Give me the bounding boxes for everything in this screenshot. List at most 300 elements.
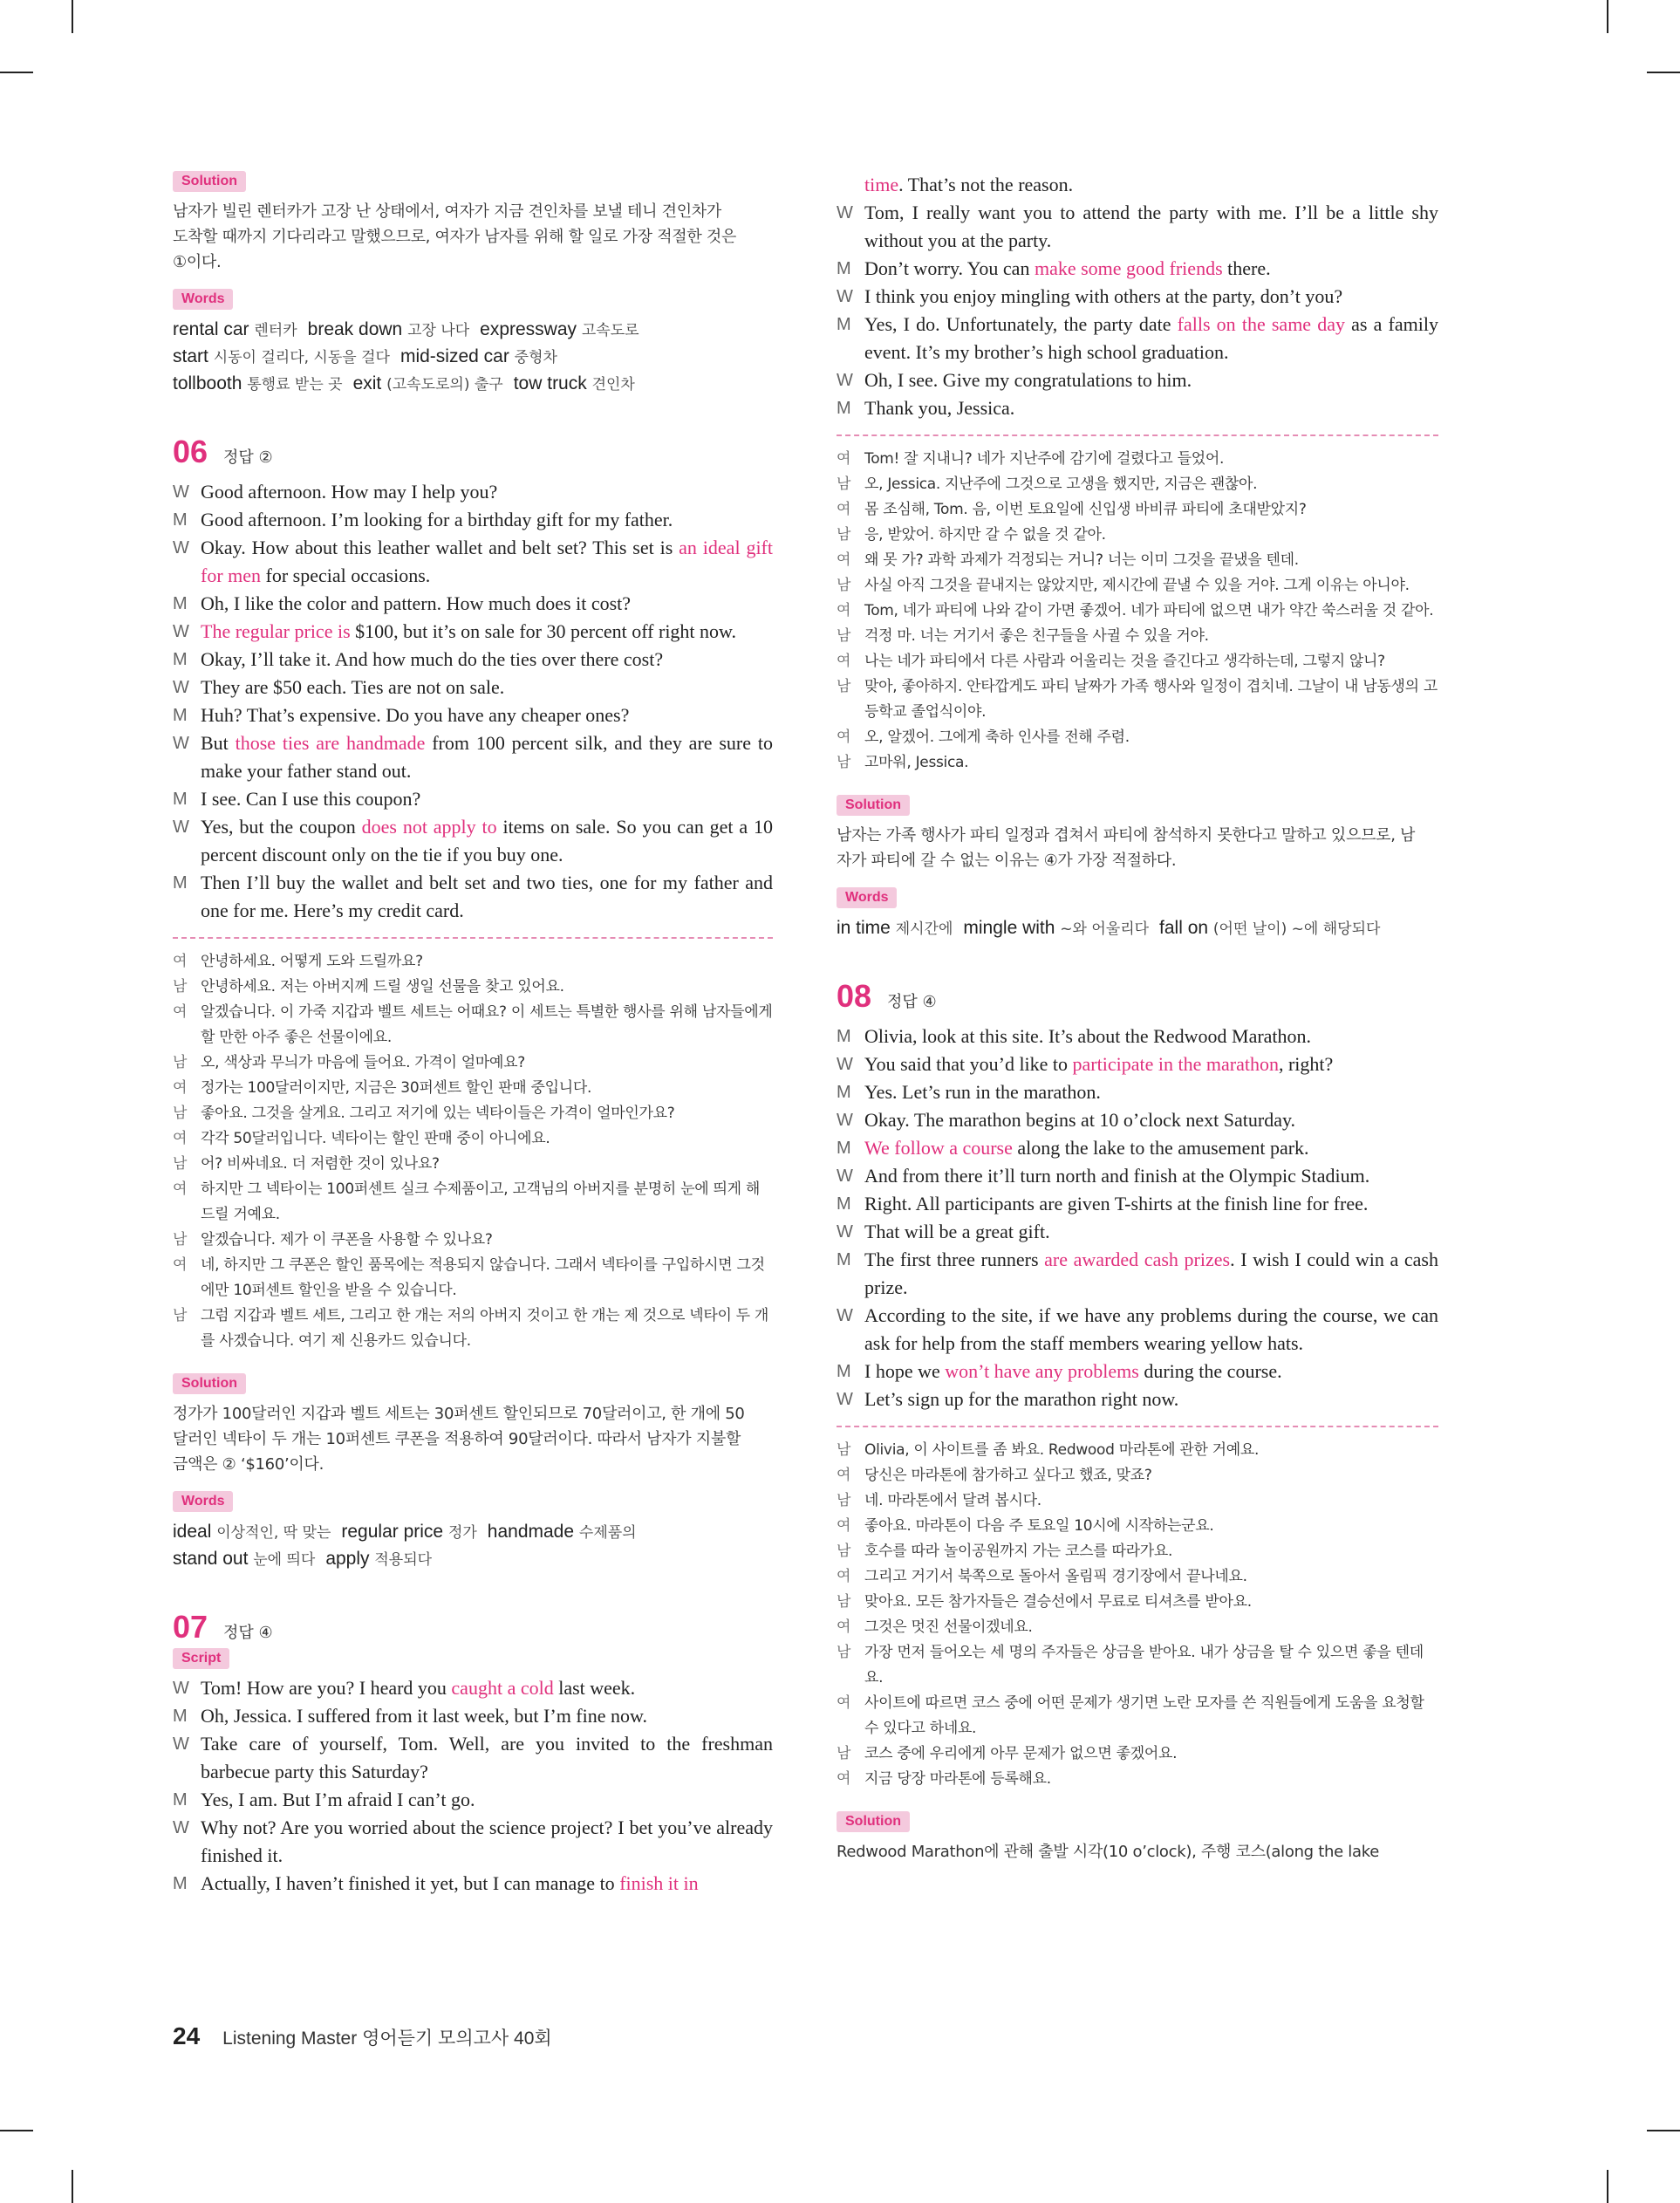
dialogue-text: [864, 394, 1438, 422]
text-segment: . That’s not the reason.: [898, 174, 1074, 195]
dialogue-text: [201, 478, 773, 506]
translation-line: [837, 750, 1438, 776]
speaker-label: M: [837, 315, 851, 334]
text-segment: Actually, I haven’t finished it yet, but I can manage to: [201, 1872, 620, 1894]
text-segment: Okay. The marathon begins at 10 o’clock next Saturday.: [864, 1109, 1296, 1131]
translation-line: [173, 975, 773, 1000]
solution-line: Redwood Marathon에 관해 출발 시각(10 o’clock), 주행 코스(along the lake: [837, 1843, 1379, 1861]
dialogue-line: [173, 813, 773, 869]
dialogue-line: [173, 1674, 773, 1702]
dialogue-line: [173, 701, 773, 729]
translation-text: 몸 조심해, Tom. 음, 이번 토요일에 신입생 바비큐 파티에 초대받았지?: [864, 501, 1307, 518]
words-line: [837, 915, 1438, 942]
word-meaning: 눈에 띄다: [253, 1551, 316, 1569]
translation-text: Tom! 잘 지내니? 네가 지난주에 감기에 걸렸다고 들었어.: [864, 450, 1225, 468]
crop-mark: [72, 2170, 73, 2203]
text-segment: during the course.: [1138, 1360, 1282, 1382]
speaker-label: M: [837, 1139, 851, 1158]
text-segment: Okay. How about this leather wallet and belt set? This set is: [201, 537, 680, 558]
text-segment: Yes. Let’s run in the marathon.: [864, 1081, 1101, 1103]
translation-text: Tom, 네가 파티에 나와 같이 가면 좋겠어. 네가 파티에 없으면 내가 약간 쑥스러울 것 같아.: [864, 602, 1434, 619]
solution-line: 도착할 때까지 기다리라고 말했으므로, 여자가 남자를 위해 할 일로 가장 적절한 것은: [173, 228, 737, 246]
speaker-label: 여: [837, 1467, 851, 1484]
speaker-label: 남: [837, 1745, 851, 1762]
crop-mark: [0, 2130, 33, 2131]
speaker-label: 여: [837, 653, 851, 670]
question-08: [837, 979, 1438, 1864]
dialogue-text: [201, 1786, 773, 1814]
highlighted-phrase: caught a cold: [451, 1677, 554, 1699]
dialogue-text: [864, 1246, 1438, 1302]
text-segment: for special occasions.: [261, 564, 431, 586]
text-segment: $100, but it’s on sale for 30 percent off right now.: [350, 620, 737, 642]
translation-line: [837, 1691, 1438, 1741]
dialogue-line: [837, 1050, 1438, 1078]
word-meaning: 통행료 받는 곳: [247, 376, 343, 393]
translation-line: [173, 1228, 773, 1253]
speaker-label: 여: [837, 1517, 851, 1535]
text-segment: And from there it’ll turn north and finish at the Olympic Stadium.: [864, 1165, 1370, 1187]
dialogue-line: [837, 1162, 1438, 1190]
dialogue: [837, 171, 1438, 422]
translation-text: 네, 하지만 그 쿠폰은 할인 품목에는 적용되지 않습니다. 그래서 넥타이를 구입하시면 그것에만 10퍼센트 할인을 받을 수 있습니다.: [201, 1256, 765, 1299]
highlighted-phrase: falls on the same day: [1177, 313, 1345, 335]
solution-tag: Solution: [173, 171, 246, 192]
crop-mark: [0, 72, 33, 73]
speaker-label: 여: [837, 1618, 851, 1636]
word-term: rental car: [173, 319, 255, 339]
translation-line: [837, 1514, 1438, 1539]
word-term: expressway: [480, 319, 582, 339]
word-meaning: 고장 나다: [407, 322, 470, 339]
text-segment: Tom! How are you? I heard you: [201, 1677, 452, 1699]
dialogue-text: [864, 1050, 1438, 1078]
dialogue-text: [201, 869, 773, 925]
left-column: [173, 171, 773, 1898]
dialogue-text: [864, 366, 1438, 394]
highlighted-phrase: those ties are handmade: [235, 732, 426, 754]
speaker-label: M: [837, 1250, 851, 1269]
translation-text: 오, Jessica. 지난주에 그것으로 고생을 했지만, 지금은 괜찮아.: [864, 475, 1258, 493]
translation-text: 정가는 100달러이지만, 지금은 30퍼센트 할인 판매 중입니다.: [201, 1079, 592, 1097]
translation-text: 가장 먼저 들어오는 세 명의 주자들은 상금을 받아요. 내가 상금을 탈 수 있으면 좋을 텐데요.: [864, 1644, 1424, 1686]
speaker-label: 여: [173, 1079, 188, 1097]
dialogue-text: [201, 1674, 773, 1702]
translation-line: [173, 1303, 773, 1354]
word-term: tollbooth: [173, 373, 248, 393]
text-segment: from 100 percent silk, and they are sure to make your father stand out.: [201, 732, 773, 782]
translation-line: [837, 472, 1438, 497]
speaker-label: W: [173, 818, 189, 837]
question-header: [173, 434, 773, 469]
dialogue-line: [837, 1302, 1438, 1358]
speaker-label: W: [837, 371, 853, 390]
word-meaning: (어떤 날이) ~에 해당되다: [1212, 920, 1381, 938]
speaker-label: 남: [173, 1307, 188, 1324]
translation-line: [837, 447, 1438, 472]
translation-line: [837, 523, 1438, 548]
translation: [173, 949, 773, 1354]
translation-text: 지금 당장 마라톤에 등록해요.: [864, 1770, 1051, 1788]
word-meaning: (고속도로의) 출구: [386, 376, 503, 393]
dialogue-text: [864, 1162, 1438, 1190]
word-term: ideal: [173, 1522, 217, 1542]
words-line: [173, 371, 773, 398]
text-segment: They are $50 each. Ties are not on sale.: [201, 676, 505, 698]
words-line: [173, 317, 773, 344]
dialogue-text: [201, 701, 773, 729]
speaker-label: W: [837, 203, 853, 222]
speaker-label: 여: [837, 729, 851, 746]
answer-label: 정답 ②: [223, 448, 273, 467]
highlighted-phrase: finish it in: [619, 1872, 699, 1894]
question-07: [173, 1610, 773, 1898]
text-segment: along the lake to the amusement park.: [1012, 1137, 1309, 1159]
dialogue-text: [864, 1023, 1438, 1050]
solution-tag: Solution: [837, 1811, 910, 1832]
speaker-label: W: [173, 1734, 189, 1754]
words-line: [173, 344, 773, 371]
dialogue-text: [201, 785, 773, 813]
dialogue-text: [201, 1870, 773, 1898]
crop-mark: [1607, 2170, 1608, 2203]
word-term: handmade: [487, 1522, 579, 1542]
translation-line: [837, 1640, 1438, 1691]
word-term: mid-sized car: [400, 346, 515, 366]
text-segment: Why not? Are you worried about the science project? I bet you’ve already finished it.: [201, 1816, 773, 1866]
solution-line: 남자는 가족 행사가 파티 일정과 겹쳐서 파티에 참석하지 못한다고 말하고 있으므로, 남: [837, 826, 1416, 845]
word-meaning: 고속도로: [581, 322, 639, 339]
dialogue-text: [201, 813, 773, 869]
solution-line: ①이다.: [173, 253, 222, 271]
translation-line: [173, 1050, 773, 1076]
speaker-label: 여: [837, 1568, 851, 1585]
dialogue-text: [864, 1218, 1438, 1246]
speaker-label: W: [837, 1390, 853, 1409]
speaker-label: W: [173, 482, 189, 502]
text-segment: Oh, I see. Give my congratulations to him.: [864, 369, 1192, 391]
crop-mark: [1647, 72, 1680, 73]
dialogue-line: [837, 1078, 1438, 1106]
highlighted-phrase: participate in the marathon: [1072, 1053, 1279, 1075]
translation-text: 그것은 멋진 선물이겠네요.: [864, 1618, 1033, 1636]
text-segment: Yes, but the coupon: [201, 816, 362, 838]
word-meaning: 렌터카: [254, 322, 297, 339]
translation-text: 알겠습니다. 제가 이 쿠폰을 사용할 수 있나요?: [201, 1231, 493, 1249]
speaker-label: M: [173, 1790, 188, 1810]
right-column: [837, 171, 1438, 1864]
dialogue-line: [837, 199, 1438, 255]
dialogue-line: [173, 1814, 773, 1870]
dialogue-line: [173, 1870, 773, 1898]
dialogue-text: [201, 590, 773, 618]
text-segment: Let’s sign up for the marathon right now.: [864, 1388, 1179, 1410]
translation-text: 왜 못 가? 과학 과제가 걱정되는 거니? 너는 이미 그것을 끝냈을 텐데.: [864, 551, 1299, 569]
translation: [837, 447, 1438, 776]
script-tag: Script: [173, 1648, 229, 1669]
dialogue-text: [864, 1190, 1438, 1218]
word-term: exit: [352, 373, 387, 393]
speaker-label: M: [837, 399, 851, 418]
dialogue-text: [864, 283, 1438, 311]
speaker-label: 여: [837, 450, 851, 468]
text-segment: Tom, I really want you to attend the party with me. I’ll be a little shy without you at the party.: [864, 202, 1438, 251]
speaker-label: 남: [837, 1644, 851, 1661]
highlighted-phrase: are awarded cash prizes: [1044, 1249, 1231, 1270]
dialogue-text: [201, 534, 773, 590]
speaker-label: 남: [837, 627, 851, 645]
highlighted-phrase: an ideal gift for men: [201, 537, 773, 586]
speaker-label: M: [837, 1362, 851, 1381]
text-segment: as a family event. It’s my brother’s high school graduation.: [864, 313, 1438, 363]
word-meaning: 제시간에: [895, 920, 953, 938]
answer-label: 정답 ④: [887, 993, 937, 1011]
word-term: regular price: [341, 1522, 448, 1542]
translation-text: 그럼 지갑과 벨트 세트, 그리고 한 개는 저의 아버지 것이고 한 개는 제 것으로 넥타이 두 개를 사겠습니다. 여기 제 신용카드 있습니다.: [201, 1307, 769, 1350]
translation-line: [837, 1463, 1438, 1488]
text-segment: Yes, I do. Unfortunately, the party date: [864, 313, 1178, 335]
speaker-label: W: [173, 538, 189, 558]
question-header: [837, 979, 1438, 1014]
translation-text: 오, 색상과 무늬가 마음에 들어요. 가격이 얼마예요?: [201, 1054, 525, 1071]
word-meaning: 적용되다: [374, 1551, 433, 1569]
translation-text: 당신은 마라톤에 참가하고 싶다고 했죠, 맞죠?: [864, 1467, 1152, 1484]
translation-text: 맞아, 좋아하지. 안타깝게도 파티 날짜가 가족 행사와 일정이 겹치네. 그날이 내 남동생의 고등학교 졸업식이야.: [864, 678, 1438, 721]
solution-line: 남자가 빌린 렌터카가 고장 난 상태에서, 여자가 지금 견인차를 보낼 테니 견인차가: [173, 202, 721, 221]
translation-text: 안녕하세요. 저는 아버지께 드릴 생일 선물을 찾고 있어요.: [201, 978, 564, 995]
speaker-label: 남: [837, 577, 851, 594]
word-term: stand out: [173, 1549, 254, 1569]
dialogue-line: [173, 506, 773, 534]
solution-text: [837, 1839, 1438, 1864]
dialogue-line: [173, 1730, 773, 1786]
dialogue: [837, 1023, 1438, 1413]
dialogue-line: [837, 1358, 1438, 1385]
crop-mark: [1647, 2130, 1680, 2131]
translation-line: [837, 1590, 1438, 1615]
word-meaning: 이상적인, 딱 맞는: [216, 1524, 331, 1542]
solution-text: [173, 1401, 773, 1477]
speaker-label: 남: [837, 1492, 851, 1509]
dialogue-line: [173, 646, 773, 674]
dialogue-line: [837, 171, 1438, 199]
translation-line: [837, 548, 1438, 573]
dialogue-line: [837, 394, 1438, 422]
dialogue-line: [837, 1190, 1438, 1218]
speaker-label: 여: [837, 1694, 851, 1712]
speaker-label: 남: [837, 526, 851, 544]
speaker-label: 여: [837, 602, 851, 619]
translation-text: 어? 비싸네요. 더 저렴한 것이 있나요?: [201, 1155, 440, 1173]
translation-line: [173, 1101, 773, 1126]
speaker-label: M: [173, 873, 188, 893]
speaker-label: 남: [173, 1231, 188, 1249]
page-footer: [173, 2022, 552, 2050]
highlighted-phrase: The regular price is: [201, 620, 351, 642]
speaker-label: 남: [837, 1441, 851, 1459]
speaker-label: 여: [173, 1180, 188, 1198]
dialogue-line: [173, 534, 773, 590]
dialogue-line: [173, 729, 773, 785]
crop-mark: [72, 0, 73, 33]
dialogue-text: [864, 1385, 1438, 1413]
speaker-label: M: [173, 510, 188, 530]
text-segment: Oh, Jessica. I suffered from it last week, but I’m fine now.: [201, 1705, 647, 1727]
text-segment: Good afternoon. How may I help you?: [201, 481, 498, 503]
answer-label: 정답 ④: [223, 1624, 273, 1642]
speaker-label: W: [837, 1055, 853, 1074]
translation-text: 코스 중에 우리에게 아무 문제가 없으면 좋겠어요.: [864, 1745, 1178, 1762]
speaker-label: M: [173, 594, 188, 613]
translation-line: [837, 1539, 1438, 1564]
word-term: fall on: [1159, 918, 1213, 938]
divider: [173, 937, 773, 939]
solution-line: 정가가 100달러인 지갑과 벨트 세트는 30퍼센트 할인되므로 70달러이고, 한 개에 50: [173, 1405, 745, 1423]
question-number: 07: [173, 1609, 208, 1645]
dialogue-text: [201, 674, 773, 701]
translation-line: [837, 599, 1438, 624]
solution-line: 자가 파티에 갈 수 없는 이유는 ④가 가장 적절하다.: [837, 852, 1177, 870]
dialogue-text: [864, 1078, 1438, 1106]
translation-line: [837, 1488, 1438, 1514]
translation-line: [837, 649, 1438, 674]
highlighted-phrase: We follow a course: [864, 1137, 1013, 1159]
question-07-continued: [837, 171, 1438, 942]
solution-text: [173, 199, 773, 275]
speaker-label: 여: [173, 1130, 188, 1147]
text-segment: According to the site, if we have any problems during the course, we can ask for help from the staff members wearing yellow hats.: [864, 1304, 1438, 1354]
dialogue-text: [864, 1106, 1438, 1134]
speaker-label: W: [173, 622, 189, 641]
dialogue-line: [173, 590, 773, 618]
text-segment: The first three runners: [864, 1249, 1045, 1270]
dialogue-line: [837, 1218, 1438, 1246]
dialogue-text: [201, 646, 773, 674]
speaker-label: 남: [173, 1054, 188, 1071]
word-term: tow truck: [513, 373, 592, 393]
translation-text: 호수를 따라 놀이공원까지 가는 코스를 따라가요.: [864, 1543, 1173, 1560]
text-segment: Don’t worry. You can: [864, 257, 1035, 279]
translation-line: [837, 725, 1438, 750]
q05-solution: [173, 171, 773, 275]
word-term: start: [173, 346, 214, 366]
speaker-label: W: [173, 1818, 189, 1837]
dialogue-line: [173, 869, 773, 925]
question-06: [173, 434, 773, 1573]
highlighted-phrase: make some good friends: [1034, 257, 1223, 279]
text-segment: That will be a great gift.: [864, 1221, 1050, 1242]
speaker-label: 여: [837, 501, 851, 518]
word-term: mingle with: [963, 918, 1061, 938]
dialogue-line: [173, 618, 773, 646]
translation-line: [837, 1564, 1438, 1590]
word-meaning: 수제품의: [578, 1524, 637, 1542]
text-segment: Good afternoon. I’m looking for a birthday gift for my father.: [201, 509, 673, 530]
speaker-label: M: [173, 706, 188, 725]
words-list: [173, 317, 773, 398]
solution-line: 달러인 넥타이 두 개는 10퍼센트 쿠폰을 적용하여 90달러이다. 따라서 남자가 지불할: [173, 1430, 741, 1448]
translation-line: [837, 1438, 1438, 1463]
translation-text: 하지만 그 넥타이는 100퍼센트 실크 수제품이고, 고객님의 아버지를 분명히 눈에 띄게 해 드릴 거예요.: [201, 1180, 760, 1223]
speaker-label: W: [173, 678, 189, 697]
text-segment: I see. Can I use this coupon?: [201, 788, 421, 810]
text-segment: Oh, I like the color and pattern. How much does it cost?: [201, 592, 632, 614]
dialogue-text: [864, 1302, 1438, 1358]
speaker-label: 여: [173, 953, 188, 970]
speaker-label: 여: [837, 551, 851, 569]
words-line: [173, 1546, 773, 1573]
words-line: [173, 1519, 773, 1546]
translation-text: 그리고 거기서 북쪽으로 돌아서 올림픽 경기장에서 끝나네요.: [864, 1568, 1247, 1585]
crop-mark: [1607, 0, 1608, 33]
speaker-label: [837, 171, 864, 199]
translation-line: [173, 949, 773, 975]
speaker-label: 남: [837, 475, 851, 493]
text-segment: there.: [1222, 257, 1271, 279]
words-list: [173, 1519, 773, 1573]
speaker-label: 남: [173, 978, 188, 995]
divider: [837, 434, 1438, 436]
dialogue-line: [173, 1786, 773, 1814]
dialogue-text: [201, 1702, 773, 1730]
question-number: 08: [837, 978, 872, 1014]
translation-text: 좋아요. 마라톤이 다음 주 토요일 10시에 시작하는군요.: [864, 1517, 1214, 1535]
translation-line: [173, 1253, 773, 1303]
translation-line: [173, 1126, 773, 1152]
dialogue-text: [864, 1358, 1438, 1385]
translation-text: 오, 알겠어. 그에게 축하 인사를 전해 주렴.: [864, 729, 1130, 746]
speaker-label: M: [837, 1027, 851, 1046]
speaker-label: M: [173, 1707, 188, 1726]
dialogue-line: [837, 1246, 1438, 1302]
text-segment: Right. All participants are given T-shirts at the finish line for free.: [864, 1193, 1369, 1214]
solution-line: 금액은 ② ‘$160’이다.: [173, 1455, 324, 1474]
text-segment: items on sale. So you can get a 10 percent discount only on the tie if you buy one.: [201, 816, 773, 865]
speaker-label: W: [837, 1306, 853, 1325]
text-segment: . I wish I could win a cash prize.: [864, 1249, 1438, 1298]
speaker-label: M: [837, 259, 851, 278]
dialogue-line: [173, 674, 773, 701]
translation-line: [837, 624, 1438, 649]
dialogue-line: [837, 255, 1438, 283]
translation-text: 고마워, Jessica.: [864, 754, 969, 771]
text-segment: Olivia, look at this site. It’s about the Redwood Marathon.: [864, 1025, 1312, 1047]
translation-line: [837, 1741, 1438, 1767]
text-segment: You said that you’d like to: [864, 1053, 1073, 1075]
dialogue-line: [837, 366, 1438, 394]
word-term: apply: [325, 1549, 375, 1569]
divider: [837, 1426, 1438, 1427]
translation: [837, 1438, 1438, 1792]
text-segment: , right?: [1278, 1053, 1334, 1075]
dialogue-text: [864, 255, 1438, 283]
dialogue-line: [837, 1106, 1438, 1134]
translation-line: [173, 1000, 773, 1050]
translation-text: 맞아요. 모든 참가자들은 결승선에서 무료로 티셔츠를 받아요.: [864, 1593, 1252, 1611]
text-segment: But: [201, 732, 236, 754]
translation-line: [173, 1177, 773, 1228]
speaker-label: W: [837, 1166, 853, 1186]
dialogue-text: [201, 1730, 773, 1786]
text-segment: Yes, I am. But I’m afraid I can’t go.: [201, 1789, 475, 1810]
q05-words: [173, 289, 773, 398]
speaker-label: 여: [173, 1256, 188, 1274]
speaker-label: W: [837, 287, 853, 306]
dialogue-line: [173, 785, 773, 813]
translation-line: [837, 674, 1438, 725]
word-meaning: ~와 어울리다: [1060, 920, 1150, 938]
speaker-label: 남: [173, 1155, 188, 1173]
